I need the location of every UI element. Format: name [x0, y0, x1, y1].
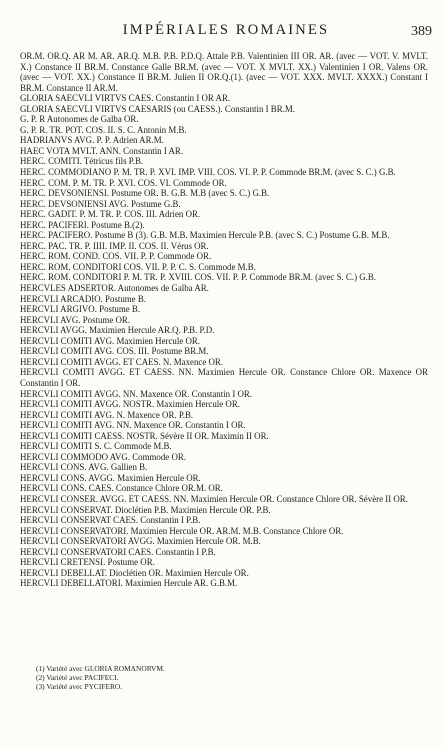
- catalog-entry: HERCVLI AVG. Postume OR.: [20, 314, 131, 325]
- catalog-entry: HAEC VOTA MVLT. ANN. Constantin I AR.: [20, 145, 184, 156]
- catalog-entry: HERCVLI CONSERVAT CAES. Constantin I P.B.: [20, 515, 201, 526]
- catalog-entry: HERCVLES ADSERTOR. Autonomes de Galba AR.: [20, 283, 209, 294]
- catalog-entry: HERC. ROM. CONDITORI P. M. TR. P. XVIII. COS. VII. P. P. Commode BR.M. (avec S. C.) G.B.: [20, 272, 377, 283]
- page-number: 389: [411, 24, 432, 39]
- catalog-entry: HERCVLI COMITI AVG. N. Maxence OR. P.B.: [20, 409, 194, 420]
- catalog-entry: HERCVLI CRETENSI. Postume OR.: [20, 557, 155, 568]
- catalog-entry: HERC. ROM. COND. COS. VII. P. P. Commode OR.: [20, 251, 212, 262]
- catalog-entry: G. P. R Autonomes de Galba OR.: [20, 114, 139, 125]
- page-title: IMPÉRIALES ROMAINES: [122, 22, 330, 38]
- catalog-entry: HERCVLI DEBELLATORI. Maximien Hercule AR. G.B.M.: [20, 578, 238, 589]
- catalog-entry: G. P. R. TR. POT. COS. II. S. C. Antonin M.B.: [20, 124, 187, 135]
- catalog-entry: HERCVLI COMITI CAESS. NOSTR. Sévère II OR. Maximin II OR.: [20, 430, 269, 441]
- catalog-entry: HERCVLI CONSERVATORI. Maximien Hercule OR. AR.M. M.B. Constance Chlore OR.: [20, 525, 344, 536]
- catalog-entry: HERCVLI COMITI AVG. COS. III. Postume BR.M.: [20, 346, 209, 357]
- catalog-entry: HERCVLI COMITI AVGG. NOSTR. Maximien Hercule OR.: [20, 399, 240, 410]
- catalog-entry: HADRIANVS AVG. P. P. Adrien AR.M.: [20, 135, 164, 146]
- catalog-entry: HERCVLI CONSER. AVGG. ET CAESS. NN. Maximien Hercule OR. Constance Chlore OR. Sévère II OR.: [20, 493, 408, 504]
- catalog-entry: HERCVLI CONSERVATORI AVGG. Maximien Hercule OR. M.B.: [20, 536, 261, 547]
- footnote: (2) Variété avec PACIFECI.: [36, 673, 119, 682]
- catalog-entry: HERC. GADIT. P. M. TR. P. COS. III. Adrien OR.: [20, 209, 201, 220]
- catalog-entry: HERC. PACIFERI. Postume B.(2).: [20, 219, 145, 230]
- catalog-entry: HERCVLI CONS. AVGG. Maximien Hercule OR.: [20, 472, 201, 483]
- catalog-entry: HERCVLI CONSERVATORI CAES. Constantin I P.B.: [20, 546, 216, 557]
- catalog-entry: HERCVLI COMITI AVG. Maximien Hercule OR.: [20, 335, 201, 346]
- footnote: (3) Variété avec PYCIFERO.: [36, 682, 123, 691]
- catalog-entry: HERCVLI CONS. AVG. Gallien B.: [20, 462, 148, 473]
- catalog-entry: GLORIA SAECVLI VIRTVS CAES. Constantin I OR AR.: [20, 93, 231, 104]
- running-head: [20, 0, 432, 44]
- catalog-entry: HERCVLI ARCADIO. Postume B.: [20, 293, 146, 304]
- catalog-entry: HERCVLI COMITI AVGG. NN. Maxence OR. Constantin I OR.: [20, 388, 253, 399]
- catalog-entry: HERCVLI DEBELLAT. Dioclétien OR. Maximien Hercule OR.: [20, 567, 249, 578]
- catalog-entry: HERC. DEVSONIENSI. Postume OR. B. G.B. M.B (avec S. C.) G.B.: [20, 188, 270, 199]
- catalog-entry: HERCVLI AVGG. Maximien Hercule AR.Q. P.B. P.D.: [20, 325, 215, 336]
- catalog-entry: HERCVLI COMITI AVGG. ET CAESS. NN. Maximien Hercule OR. Constance Chlore OR. Maxence OR Constantin I OR.: [20, 367, 428, 388]
- entry-list: [20, 51, 432, 589]
- catalog-entry: HERCVLI COMMODO AVG. Commode OR.: [20, 451, 187, 462]
- footnotes: [36, 664, 165, 691]
- catalog-entry: HERC. PACIFERO. Postume B (3). G.B. M.B. Maximien Hercule P.B. (avec S. C.) Postume G.B. M.B.: [20, 230, 390, 241]
- catalog-entry: HERC. COMITI. Tétricus fils P.B.: [20, 156, 144, 167]
- catalog-entry: HERC. DEVSONIENSI AVG. Postume G.B.: [20, 198, 181, 209]
- catalog-entry: HERCVLI COMITI S. C. Commode M.B.: [20, 441, 172, 452]
- catalog-entry: OR.M. OR.Q. AR M. AR. AR.Q. M.B. P.B. P.D.Q. Attale P.B. Valentinien III OR. AR. (avec — VOT. V. MVLT. X.) Constance II BR.M. Constance Galle BR.M. (avec — VOT. X MVLT. XX.) Valentinien I OR. Valens OR. (avec — VOT. XX.) Constance II BR.M. Julien II OR.Q.(1). (avec — VOT. XXX. MVLT. XXXX.) Constant I BR.M. Constance II AR.M.: [20, 51, 428, 93]
- catalog-entry: HERC. PAC. TR. P. IIII. IMP. II. COS. II. Vérus OR.: [20, 240, 209, 251]
- catalog-entry: HERC. COM. P. M. TR. P. XVI. COS. VI. Commode OR.: [20, 177, 227, 188]
- catalog-entry: HERCVLI CONSERVAT. Dioclétien P.B. Maximien Hercule OR. P.B.: [20, 504, 271, 515]
- catalog-entry: HERCVLI CONS. CAES. Constance Chlore OR.M. OR.: [20, 483, 223, 494]
- catalog-entry: GLORIA SAECVLI VIRTVS CAESARIS (ou CAESS.). Constantin I BR.M.: [20, 103, 295, 114]
- catalog-entry: HERCVLI ARGIVO. Postume B.: [20, 304, 141, 315]
- catalog-entry: HERCVLI COMITI AVG. NN. Maxence OR. Constantin I OR.: [20, 420, 246, 431]
- catalog-entry: HERCVLI COMITI AVGG. ET CAES. N. Maxence OR.: [20, 356, 224, 367]
- footnote: (1) Variété avec GLORIA ROMANORVM.: [36, 664, 165, 673]
- catalog-entry: HERC. ROM. CONDITORI COS. VII. P. P. C. S. Commode M.B.: [20, 261, 256, 272]
- catalog-entry: HERC. COMMODIANO P. M. TR. P. XVI. IMP. VIII. COS. VI. P. P. Commode BR.M. (avec S. C.) G.B.: [20, 167, 396, 178]
